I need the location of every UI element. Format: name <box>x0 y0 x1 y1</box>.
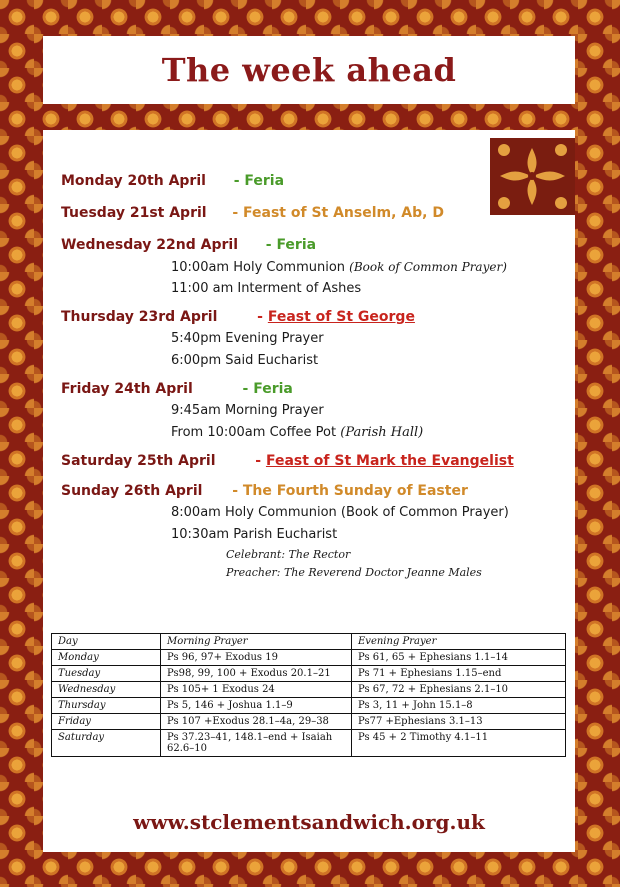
feast-label: Feria <box>276 237 317 253</box>
table-cell: Ps 107 +Exodus 28.1–4a, 29–38 <box>161 714 352 730</box>
table-cell: Ps 96, 97+ Exodus 19 <box>161 650 352 666</box>
table-cell: Tuesday <box>52 666 161 682</box>
dash: - <box>232 205 239 221</box>
preacher-line: Preacher: The Reverend Doctor Jeanne Males <box>226 566 482 579</box>
table-row <box>52 730 566 757</box>
table-cell: Ps 61, 65 + Ephesians 1.1–14 <box>352 650 566 666</box>
entry-wednesday <box>61 234 531 300</box>
entry-thursday <box>61 306 531 372</box>
entry-monday <box>61 170 531 192</box>
entry-tuesday <box>61 202 531 224</box>
dash: - <box>242 381 249 397</box>
day-label: Tuesday 21st April <box>61 205 207 221</box>
table-row <box>52 698 566 714</box>
page-title: The week ahead <box>161 51 457 89</box>
table-cell: Friday <box>52 714 161 730</box>
table-cell: Ps 67, 72 + Ephesians 2.1–10 <box>352 682 566 698</box>
table-cell: Ps77 +Ephesians 3.1–13 <box>352 714 566 730</box>
entry-saturday <box>61 450 531 472</box>
table-cell: Ps 3, 11 + John 15.1–8 <box>352 698 566 714</box>
table-cell: Ps 37.23–41, 148.1–end + Isaiah 62.6–10 <box>161 730 352 757</box>
table-cell: Ps 45 + 2 Timothy 4.1–11 <box>352 730 566 757</box>
day-label: Wednesday 22nd April <box>61 237 238 253</box>
entry-friday <box>61 378 531 444</box>
entry-sunday <box>61 480 531 582</box>
service-line: 8:00am Holy Communion (Book of Common Prayer) <box>171 505 509 520</box>
table-cell: Ps 5, 146 + Joshua 1.1–9 <box>161 698 352 714</box>
celebrant-line: Celebrant: The Rector <box>226 548 351 561</box>
day-label: Saturday 25th April <box>61 453 216 469</box>
table-header-row <box>52 634 566 650</box>
title-panel <box>43 36 575 104</box>
table-header-cell: Evening Prayer <box>352 634 566 650</box>
feast-label: Feast of St Anselm, Ab, D <box>243 205 444 221</box>
table-row <box>52 682 566 698</box>
day-label: Friday 24th April <box>61 381 193 397</box>
feast-label: Feria <box>253 381 293 397</box>
table-row <box>52 650 566 666</box>
psalms-readings-table <box>51 633 566 757</box>
dash: - <box>257 309 263 325</box>
table-row <box>52 666 566 682</box>
table-cell: Ps98, 99, 100 + Exodus 20.1–21 <box>161 666 352 682</box>
service-line: 5:40pm Evening Prayer <box>171 331 324 346</box>
feast-link[interactable]: Feast of St Mark the Evangelist <box>265 453 514 469</box>
table-cell: Ps 71 + Ephesians 1.15–end <box>352 666 566 682</box>
service-line: 10:30am Parish Eucharist <box>171 527 338 542</box>
feast-label: The Fourth Sunday of Easter <box>242 483 468 499</box>
day-label: Monday 20th April <box>61 173 206 189</box>
feast-link[interactable]: Feast of St George <box>267 309 415 325</box>
table-cell: Ps 105+ 1 Exodus 24 <box>161 682 352 698</box>
service-line: 9:45am Morning Prayer <box>171 403 324 418</box>
day-label: Thursday 23rd April <box>61 309 218 325</box>
dash: - <box>233 173 240 189</box>
table-cell: Saturday <box>52 730 161 757</box>
dash: - <box>232 483 238 499</box>
table-header-cell: Day <box>52 634 161 650</box>
service-line: 11:00 am Interment of Ashes <box>171 281 362 296</box>
service-line: 6:00pm Said Eucharist <box>171 353 319 368</box>
feast-label: Feria <box>244 173 285 189</box>
table-cell: Thursday <box>52 698 161 714</box>
service-line: From 10:00am Coffee Pot (Parish Hall) <box>171 425 424 440</box>
website-url[interactable]: www.stclementsandwich.org.uk <box>133 810 485 834</box>
week-entries <box>61 170 531 582</box>
dash: - <box>255 453 262 469</box>
service-line: 10:00am Holy Communion (Book of Common Prayer) <box>171 260 507 275</box>
table-cell: Monday <box>52 650 161 666</box>
table-header-cell: Morning Prayer <box>161 634 352 650</box>
day-label: Sunday 26th April <box>61 483 203 499</box>
dash: - <box>265 237 272 253</box>
table-row <box>52 714 566 730</box>
table-cell: Wednesday <box>52 682 161 698</box>
